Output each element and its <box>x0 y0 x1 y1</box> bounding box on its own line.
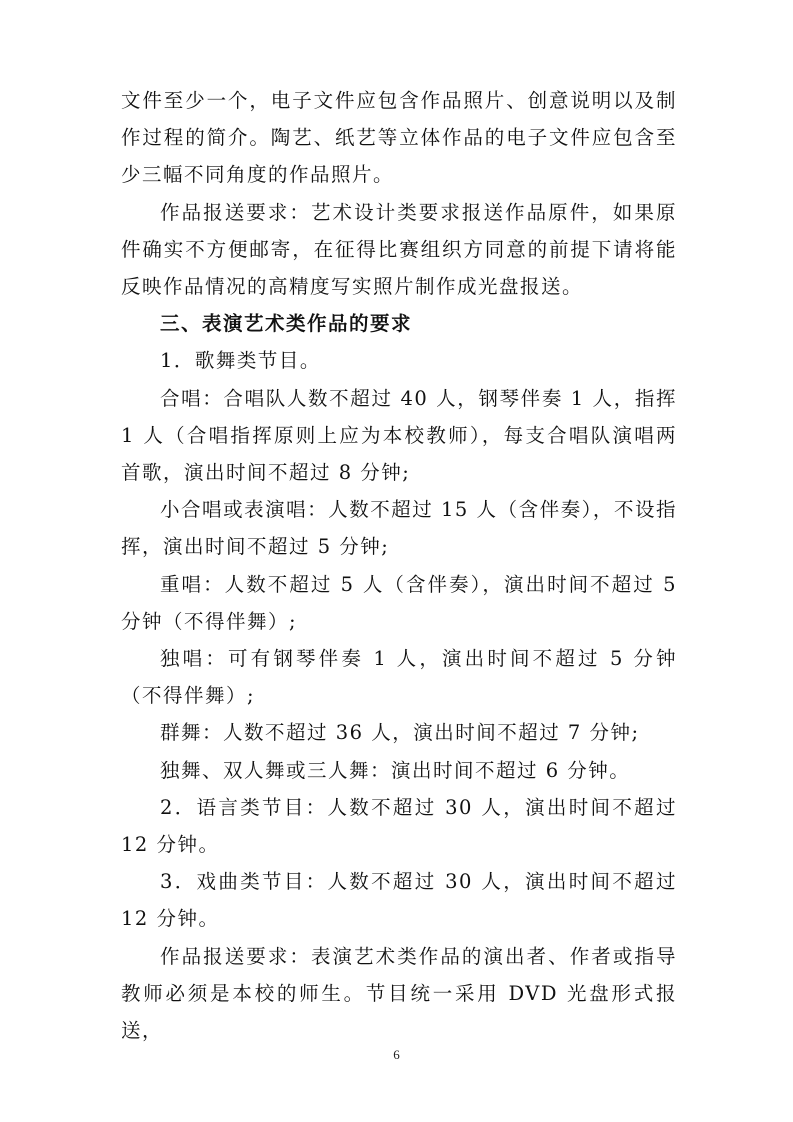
paragraph-language-programs: 2．语言类节目：人数不超过 30 人，演出时间不超过 12 分钟。 <box>121 795 677 857</box>
document-body <box>121 82 677 1049</box>
paragraph-opera-programs: 3．戏曲类节目：人数不超过 30 人，演出时间不超过 12 分钟。 <box>121 870 677 931</box>
paragraph-performance-submission: 作品报送要求：表演艺术类作品的演出者、作者或指导教师必须是本校的师生。节目统一采用 DVD 光盘形式报送， <box>121 944 677 1043</box>
page-number: 6 <box>393 1047 400 1062</box>
paragraph-art-design-submission: 作品报送要求：艺术设计类要求报送作品原件，如果原件确实不方便邮寄，在征得比赛组织方同意的前提下请将能反映作品情况的高精度写实照片制作成光盘报送。 <box>121 200 677 299</box>
paragraph-chorus: 合唱：合唱队人数不超过 40 人，钢琴伴奏 1 人，指挥 1 人（合唱指挥原则上应为本校教师），每支合唱队演唱两首歌，演出时间不超过 8 分钟; <box>121 386 677 485</box>
paragraph-continuation: 文件至少一个，电子文件应包含作品照片、创意说明以及制作过程的简介。陶艺、纸艺等立体作品的电子文件应包含至少三幅不同角度的作品照片。 <box>121 89 677 187</box>
paragraph-ensemble: 重唱：人数不超过 5 人（含伴奏），演出时间不超过 5 分钟（不得伴舞）; <box>121 572 677 633</box>
paragraph-solo-singing: 独唱：可有钢琴伴奏 1 人，演出时间不超过 5 分钟（不得伴舞）; <box>121 647 677 708</box>
paragraph-small-chorus: 小合唱或表演唱：人数不超过 15 人（含伴奏），不设指挥，演出时间不超过 5 分钟; <box>121 498 677 559</box>
paragraph-solo-dance: 独舞、双人舞或三人舞：演出时间不超过 6 分钟。 <box>160 758 631 782</box>
paragraph-song-dance-title: 1．歌舞类节目。 <box>160 349 321 373</box>
section-heading-performance-arts: 三、表演艺术类作品的要求 <box>160 312 413 336</box>
paragraph-group-dance: 群舞：人数不超过 36 人，演出时间不超过 7 分钟; <box>160 721 640 745</box>
